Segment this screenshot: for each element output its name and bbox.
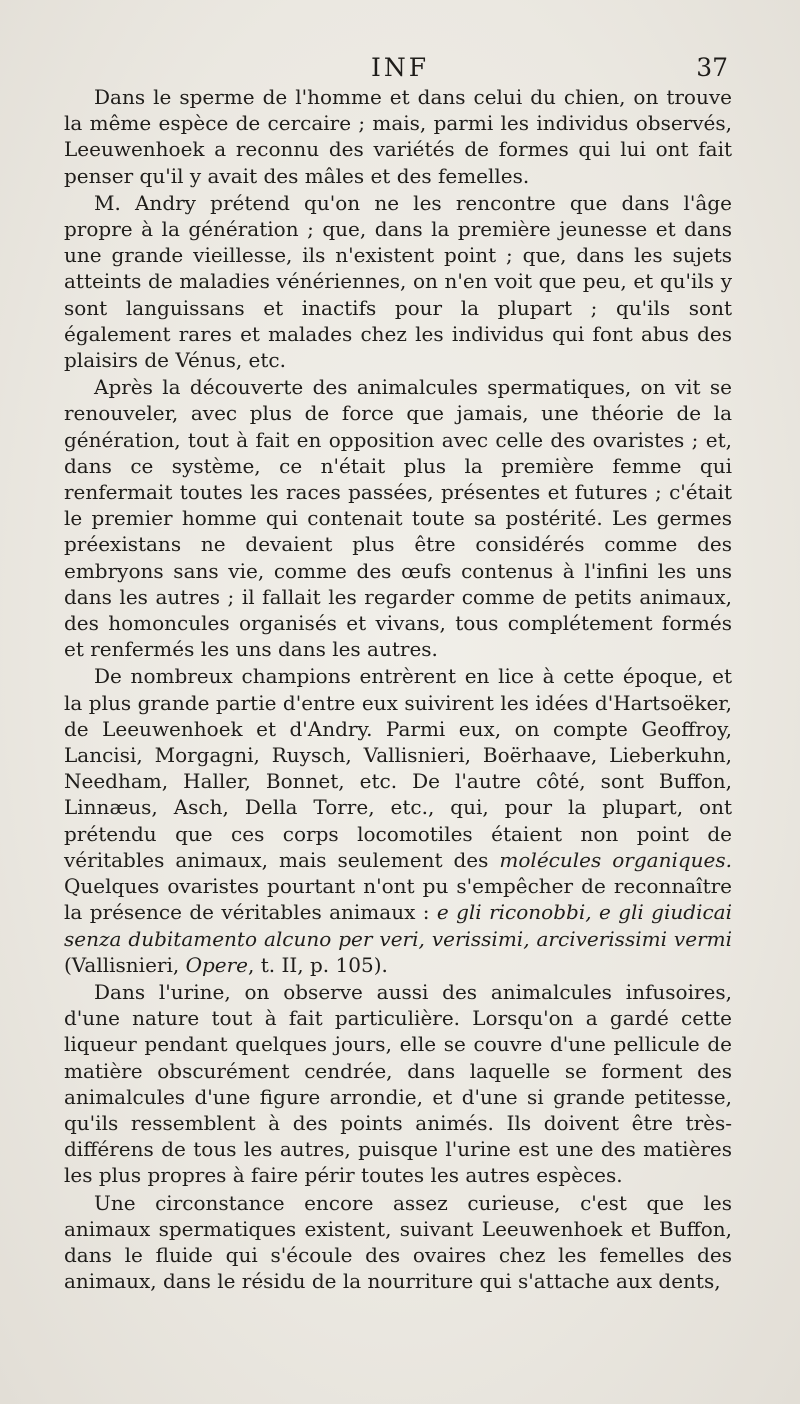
champions-italic-2: e gli riconobbi, e gli giudicai senza dubitamento alcuno per veri, verissimi, arciverissimi vermi xyxy=(64,900,732,951)
champions-text-1: De nombreux champions entrèrent en lice à cette époque, et la plus grande partie d'entre eux suivirent les idées d'Hartsoëker, de Leeuwenhoek et d'Andry. Parmi eux, on compte Geoffroy, Lancisi, Morgagni, Ruysch, Vallisnieri, Boërhaave, Lieberkuhn, Needham, Haller, Bonnet, etc. De l'autre côté, sont Buffon, Linnæus, Asch, Della Torre, etc., qui, pour la plupart, ont prétendu que ces corps locomotiles étaient non point de véritables animaux, mais seulement des xyxy=(64,664,732,872)
champions-text-2: Quelques ovaristes pourtant n'ont pu s'empêcher de reconnaître la présence de véritables animaux : xyxy=(64,874,732,925)
paragraph-urine: Dans l'urine, on observe aussi des animalcules infusoires, d'une nature tout à fait particulière. Lorsqu'on a gardé cette liqueur pendant quelques jours, elle se couvre d'une pellicule de matière obscurément cendrée, dans laquelle se forment des animalcules d'une figure arrondie, et d'une si grande petitesse, qu'ils ressemblent à des points animés. Ils doivent être très-différens de tous les autres, puisque l'urine est une des matières les plus propres à faire périr toutes les autres espèces. xyxy=(64,979,732,1188)
champions-text-3: (Vallisnieri, xyxy=(64,952,186,977)
paragraph-champions xyxy=(64,663,732,977)
champions-italic-1: molécules organiques. xyxy=(499,847,732,872)
body-text xyxy=(64,84,732,1295)
paragraph-cercaire: Dans le sperme de l'homme et dans celui du chien, on trouve la même espèce de cercaire ; mais, parmi les individus observés, Leeuwenhoek a reconnu des variétés de formes qui lui ont fait penser qu'il y avait des mâles et des femelles. xyxy=(64,85,732,188)
paragraph-andry: M. Andry prétend qu'on ne les rencontre que dans l'âge propre à la génération ; que, dans la première jeunesse et dans une grande vieillesse, ils n'existent point ; que, dans les sujets atteints de maladies vénériennes, on n'en voit que peu, et qu'ils y sont languissans et inactifs pour la plupart ; qu'ils sont également rares et malades chez les individus qui font abus des plaisirs de Vénus, etc. xyxy=(64,190,732,373)
page-header xyxy=(60,50,740,86)
page-number: 37 xyxy=(696,53,728,82)
paragraph-circumstance: Une circonstance encore assez curieuse, c'est que les animaux spermatiques existent, suivant Leeuwenhoek et Buffon, dans le fluide qui s'écoule des ovaires chez les femelles des animaux, dans le résidu de la nourriture qui s'attache aux dents, xyxy=(64,1190,732,1294)
champions-italic-3: Opere xyxy=(185,952,249,977)
paragraph-theory: Après la découverte des animalcules spermatiques, on vit se renouveler, avec plus de force que jamais, une théorie de la génération, tout à fait en opposition avec celle des ovaristes ; et, dans ce système, ce n'était plus la première femme qui renfermait toutes les races passées, présentes et futures ; c'était le premier homme qui contenait toute sa postérité. Les germes préexistans ne devaient plus être considérés comme des embryons sans vie, comme des œufs contenus à l'infini les uns dans les autres ; il fallait les regarder comme de petits animaux, des homoncules organisés et vivans, tous complétement formés et renfermés les uns dans les autres. xyxy=(64,375,732,662)
running-head: INF xyxy=(370,53,430,82)
champions-text-4: , t. II, p. 105). xyxy=(248,952,388,977)
